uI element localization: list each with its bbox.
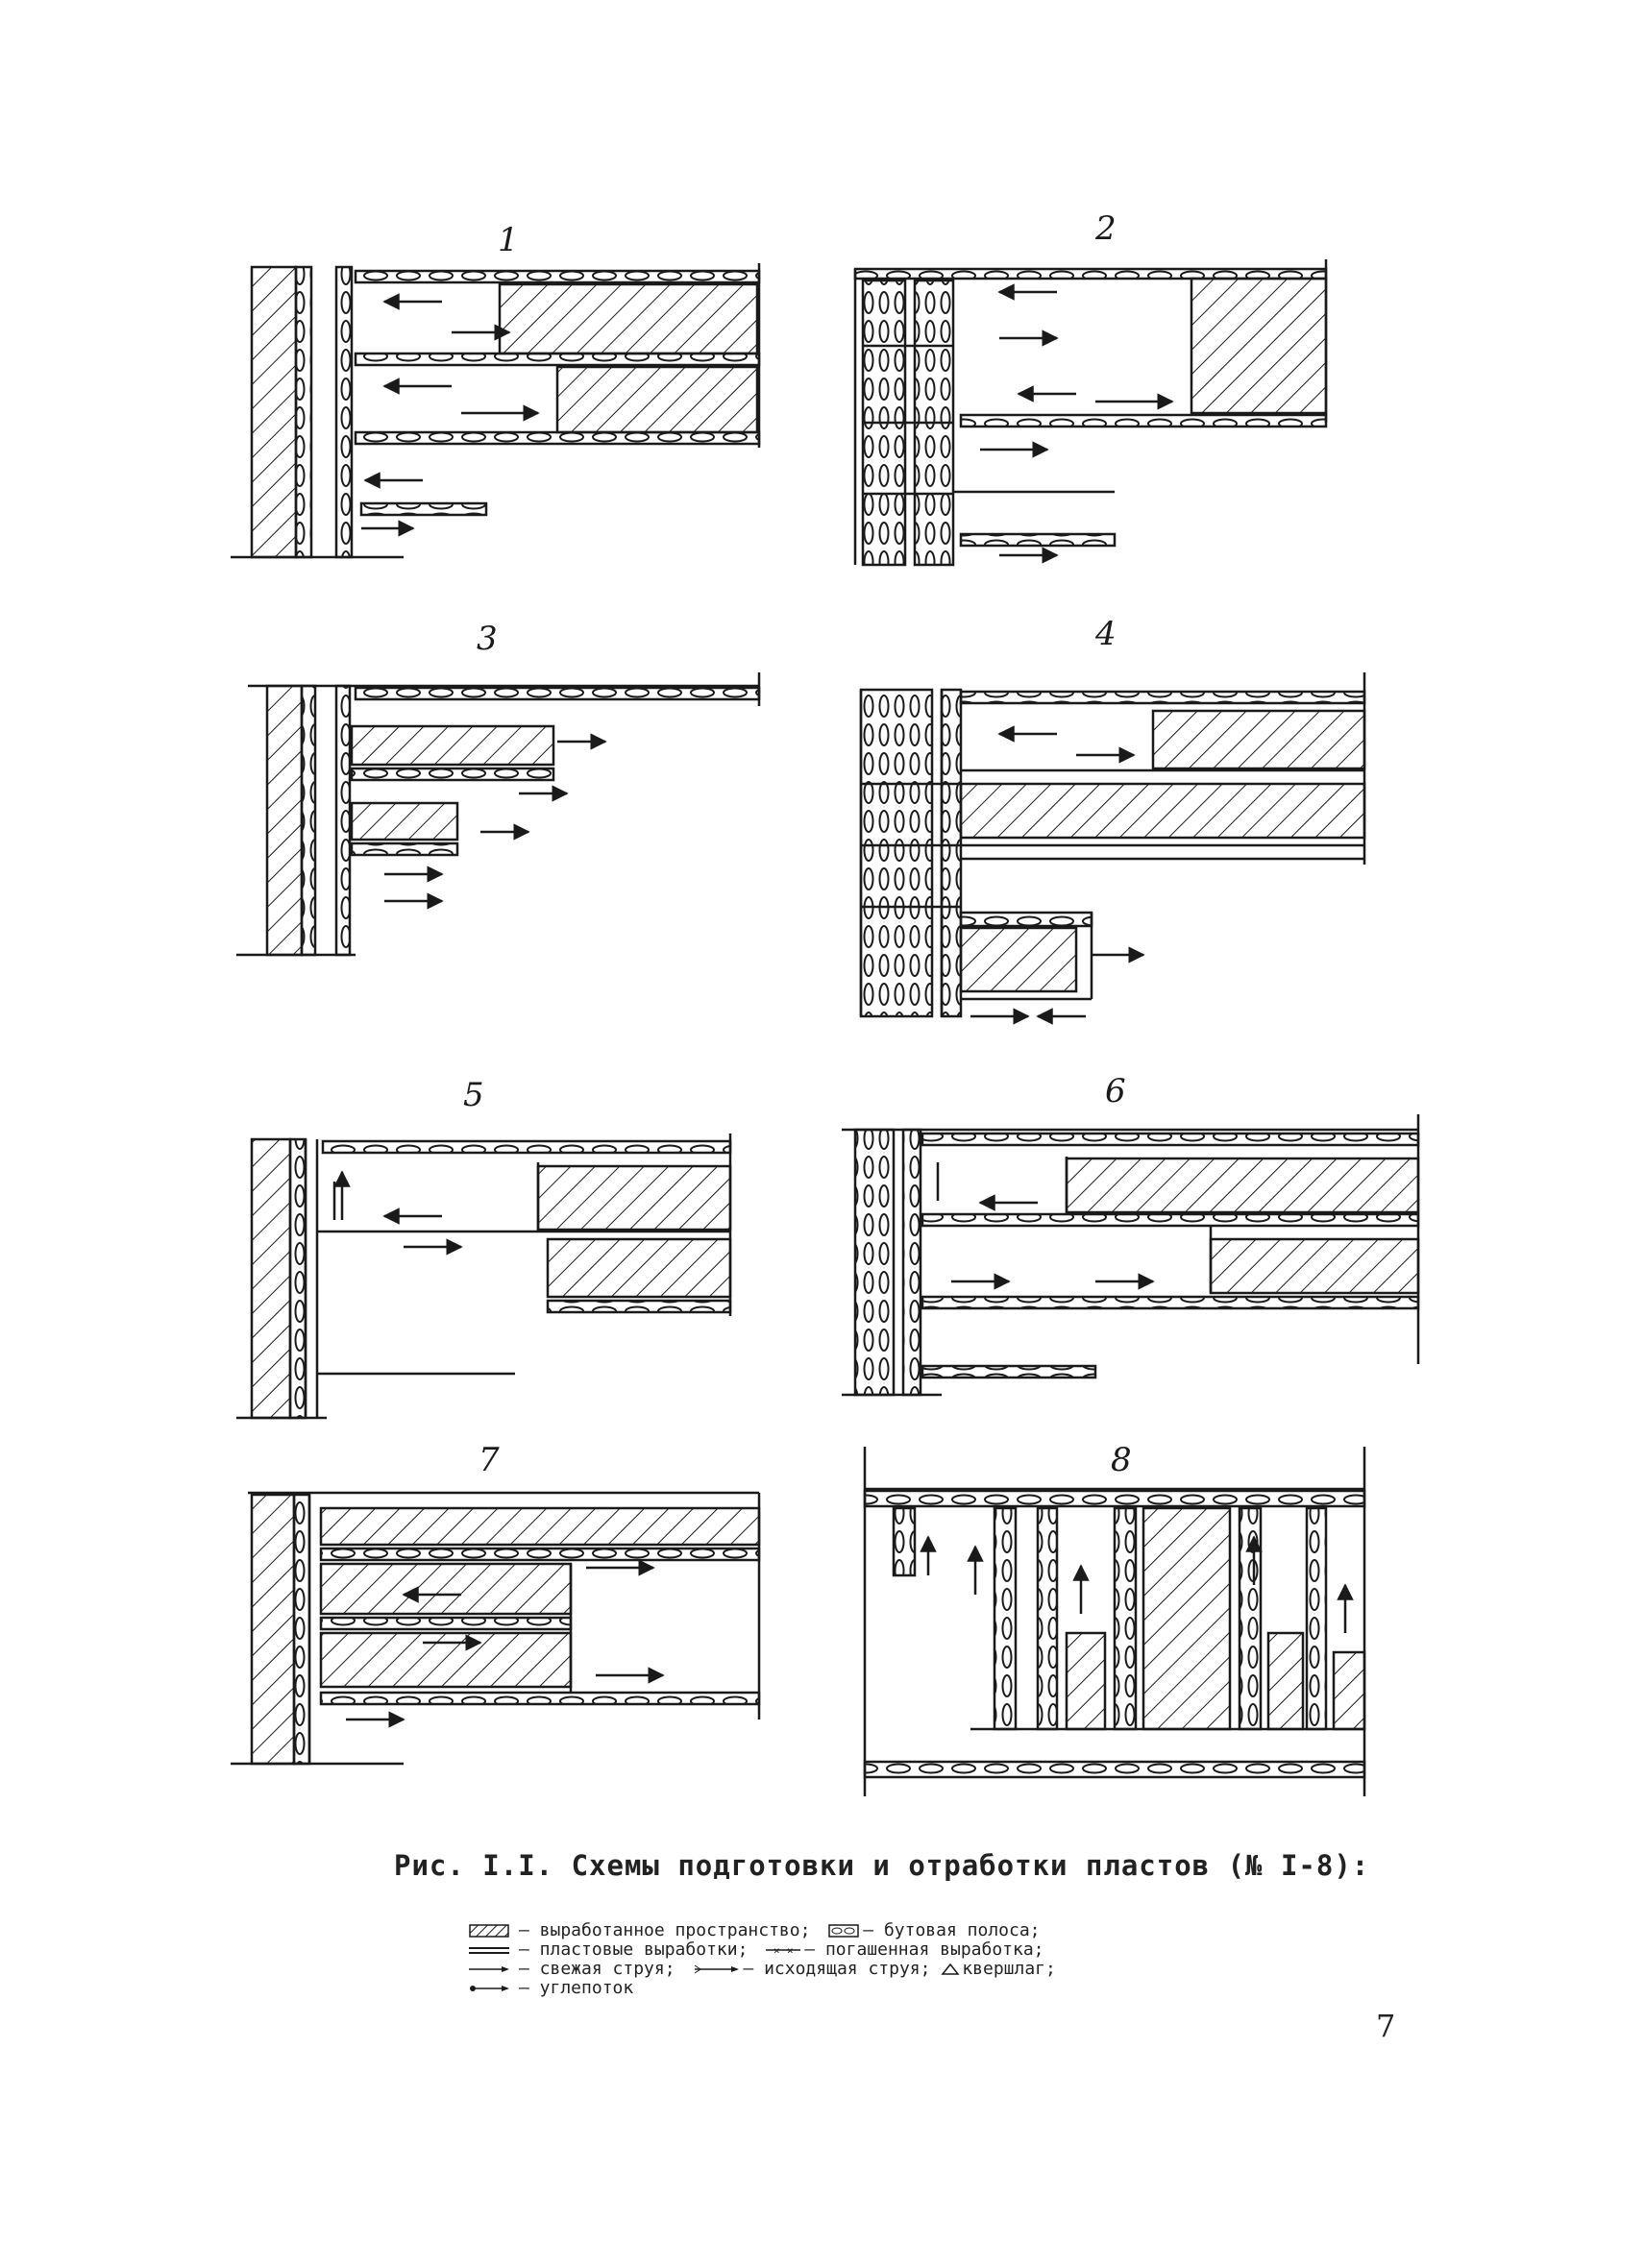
panel-number-1: 1 [498, 221, 519, 259]
figure-caption: Рис. I.I. Схемы подготовки и отработки пластов (№ I-8): [394, 1849, 1370, 1882]
page-number: 7 [1376, 2008, 1396, 2044]
rubble-strip-symbol [828, 1924, 863, 1938]
legend-row-2 [469, 1940, 1056, 1960]
legend-seam-workings: – пластовые выработки; [519, 1939, 749, 1960]
scheme-panel-2 [855, 259, 1326, 565]
svg-text:×: × [773, 1944, 780, 1957]
kverslag-symbol [941, 1963, 962, 1976]
scheme-panel-5 [236, 1134, 730, 1418]
worked-space-symbol [469, 1924, 519, 1938]
legend-row-1 [469, 1921, 1056, 1940]
scheme-panel-4 [861, 672, 1364, 1016]
scheme-panel-8 [865, 1447, 1364, 1796]
legend-extinguished-working: – погашенная выработка; [804, 1939, 1044, 1960]
fresh-stream-symbol [469, 1963, 519, 1976]
coal-flow-symbol [469, 1982, 519, 1995]
seam-workings-symbol [469, 1943, 519, 1957]
panel-number-2: 2 [1095, 209, 1117, 248]
extinguished-working-symbol [766, 1943, 804, 1957]
legend [469, 1921, 1056, 1998]
legend-row-4 [469, 1979, 1056, 1998]
panel-number-3: 3 [477, 620, 498, 658]
legend-worked-space: – выработанное пространство; [519, 1920, 811, 1940]
panel-number-8: 8 [1111, 1441, 1132, 1479]
scheme-panel-1 [231, 263, 759, 557]
scheme-panel-7 [231, 1493, 759, 1764]
panel-number-6: 6 [1105, 1072, 1126, 1110]
svg-text:×: × [787, 1944, 794, 1957]
legend-fresh-stream: – свежая струя; [519, 1959, 675, 1979]
legend-row-3 [469, 1960, 1056, 1979]
panel-number-4: 4 [1095, 615, 1117, 653]
outgoing-stream-symbol [693, 1963, 743, 1976]
scheme-panel-6 [842, 1114, 1418, 1395]
legend-kverslag: квершлаг; [962, 1959, 1056, 1979]
legend-rubble-strip: – бутовая полоса; [863, 1920, 1041, 1940]
panel-number-5: 5 [463, 1076, 484, 1114]
panel-number-7: 7 [479, 1441, 500, 1479]
legend-outgoing-stream: – исходящая струя; [743, 1959, 931, 1979]
legend-coal-flow: – углепоток [519, 1978, 634, 1998]
scheme-panel-3 [236, 672, 759, 955]
